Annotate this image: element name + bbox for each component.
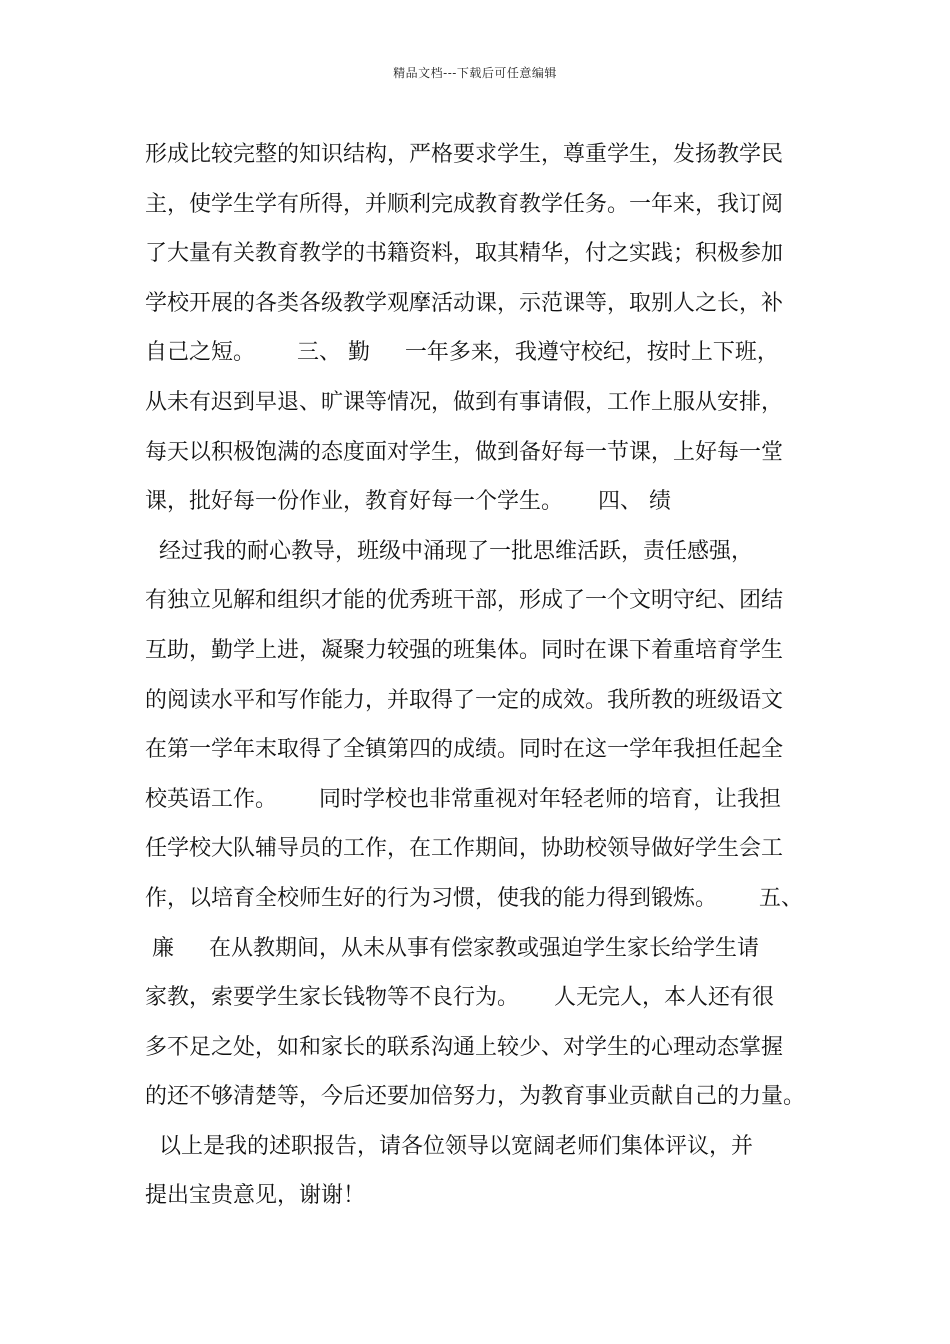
text-line: 经过我的耐心教导，班级中涌现了一批思维活跃，责任感强， (145, 538, 753, 564)
text-line: 作，以培育全校师生好的行为习惯，使我的能力得到锻炼。 五、 (145, 885, 803, 911)
page-header: 精品文档---下载后可任意编辑 (393, 66, 557, 80)
document-body (145, 130, 825, 1221)
text-line: 学校开展的各类各级教学观摩活动课，示范课等，取别人之长，补 (145, 290, 784, 316)
text-line: 主，使学生学有所得，并顺利完成教育教学任务。一年来，我订阅 (145, 191, 784, 217)
text-line: 形成比较完整的知识结构，严格要求学生，尊重学生，发扬教学民 (145, 142, 784, 167)
text-line: 在第一学年末取得了全镇第四的成绩。同时在这一学年我担任起全 (145, 737, 784, 763)
text-line: 有独立见解和组织才能的优秀班干部，形成了一个文明守纪、团结 (145, 588, 784, 614)
text-line: 的阅读水平和写作能力，并取得了一定的成效。我所教的班级语文 (145, 687, 784, 713)
text-line: 廉 在从教期间，从未从事有偿家教或强迫学生家长给学生请 (145, 935, 759, 961)
text-line: 自己之短。 三、 勤 一年多来，我遵守校纪，按时上下班， (145, 340, 779, 366)
text-line: 以上是我的述职报告，请各位领导以宽阔老师们集体评议，并 (145, 1133, 753, 1159)
text-line: 家教，索要学生家长钱物等不良行为。 人无完人，本人还有很 (145, 985, 774, 1011)
text-line: 提出宝贵意见，谢谢！ (145, 1183, 366, 1209)
text-line: 互助，勤学上进，凝聚力较强的班集体。同时在课下着重培育学生 (145, 637, 784, 663)
text-line: 的还不够清楚等，今后还要加倍努力，为教育事业贡献自己的力量。 (145, 1084, 806, 1110)
text-line: 多不足之处，如和家长的联系沟通上较少、对学生的心理动态掌握 (145, 1034, 784, 1060)
text-line: 校英语工作。 同时学校也非常重视对年轻老师的培育，让我担 (145, 786, 781, 812)
text-line: 课，批好每一份作业，教育好每一个学生。 四、 绩 (145, 489, 671, 515)
text-line: 了大量有关教育教学的书籍资料，取其精华，付之实践；积极参加 (145, 241, 784, 267)
text-line: 每天以积极饱满的态度面对学生，做到备好每一节课，上好每一堂 (145, 439, 784, 465)
text-line: 从未有迟到早退、旷课等情况，做到有事请假，工作上服从安排， (145, 389, 784, 415)
text-line: 任学校大队辅导员的工作，在工作期间，协助校领导做好学生会工 (145, 836, 784, 862)
